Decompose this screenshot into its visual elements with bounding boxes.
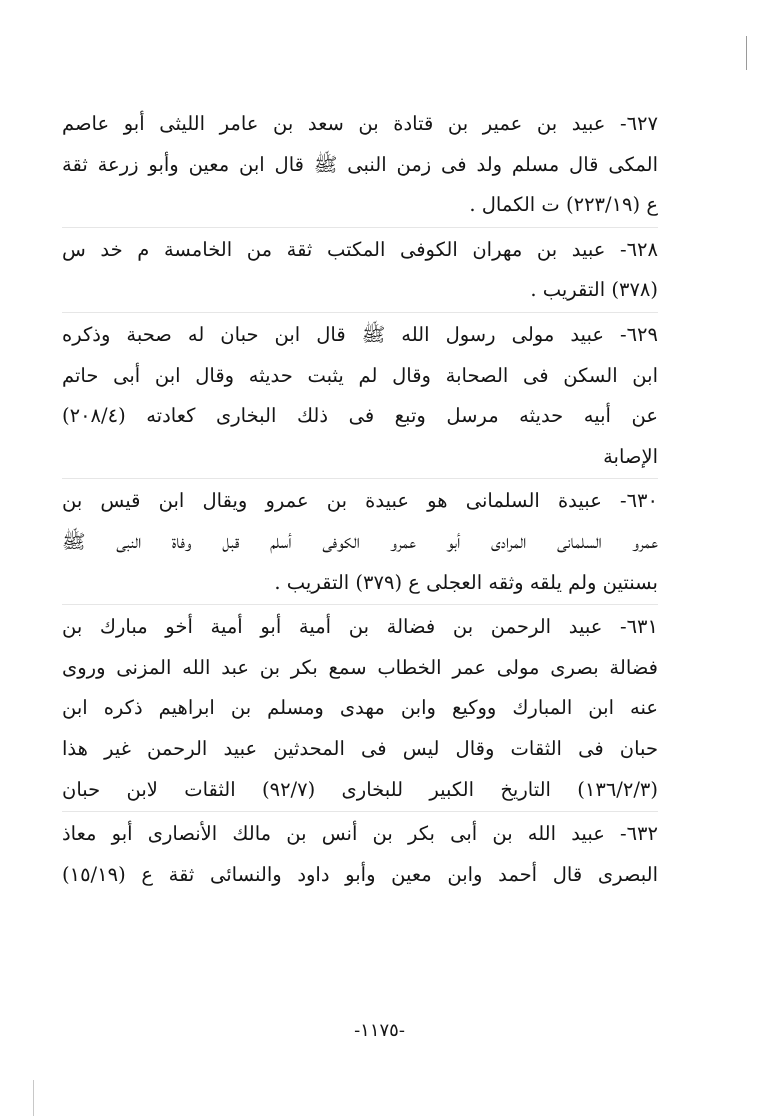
entry-line: ٦٣٢- عبيد الله بن أبى بكر بن أنس بن مالك الأنصارى أبو معاذ [62,822,658,846]
page-edge-mark [33,1080,34,1116]
entry-line: عن أبيه حديثه مرسل وتبع فى ذلك البخارى كعادته (٢٠٨/٤) [62,404,658,428]
entry-line: عنه ابن المبارك ووكيع وابن مهدى ومسلم بن ابراهيم ذكره ابن [62,696,658,720]
page-number: -١١٧٥- [354,1020,405,1041]
entry-630 [62,481,658,605]
entry-line: ابن السكن فى الصحابة وقال لم يثبت حديثه وقال ابن أبى حاتم [62,363,658,387]
entry-line: بسنتين ولم يلقه وثقه العجلى ع (٣٧٩) التقريب . [274,570,658,594]
entry-line: البصرى قال أحمد وابن معين وأبو داود والنسائى ثقة ع (١٥/١٩) [62,862,658,886]
entry-line: ٦٣١- عبيد الرحمن بن فضالة بن أمية أبو أمية أخو مبارك بن [62,615,658,639]
entry-line: ٦٢٨- عبيد بن مهران الكوفى المكتب ثقة من الخامسة م خد س [62,237,658,261]
entry-line: (٣٧٨) التقريب . [530,278,658,302]
entry-629 [62,315,658,479]
entry-628 [62,230,658,313]
entry-line: فضالة بصرى مولى عمر الخطاب سمع بكر بن عبد الله المزنى وروى [62,655,658,679]
page-edge-mark [746,36,747,70]
entry-631 [62,607,658,812]
entry-line: عمرو السلمانى المرادى أبو عمرو الكوفى أسلم قبل وفاة النبى ﷺ [62,529,658,553]
entry-line: ٦٢٧- عبيد بن عمير بن قتادة بن سعد بن عامر الليثى أبو عاصم [62,112,658,135]
entry-line: ٦٣٠- عبيدة السلمانى هو عبيدة بن عمرو ويقال ابن قيس بن [62,489,658,513]
entry-632 [62,814,658,896]
entry-line: (١٣٦/٢/٣) التاريخ الكبير للبخارى (٩٢/٧) الثقات لابن حبان [62,777,658,801]
entry-627 [62,104,658,228]
biography-entries [62,104,658,898]
entry-line: حبان فى الثقات وقال ليس فى المحدثين عبيد الرحمن غير هذا [62,736,658,760]
entry-line: الإصابة [603,444,658,468]
entry-line: ٦٢٩- عبيد مولى رسول الله ﷺ قال ابن حبان له صحبة وذكره [62,322,658,346]
entry-line: ع (٢٢٣/١٩) ت الكمال . [469,193,658,217]
entry-line: المكى قال مسلم ولد فى زمن النبى ﷺ قال ابن معين وأبو زرعة ثقة [62,152,658,176]
